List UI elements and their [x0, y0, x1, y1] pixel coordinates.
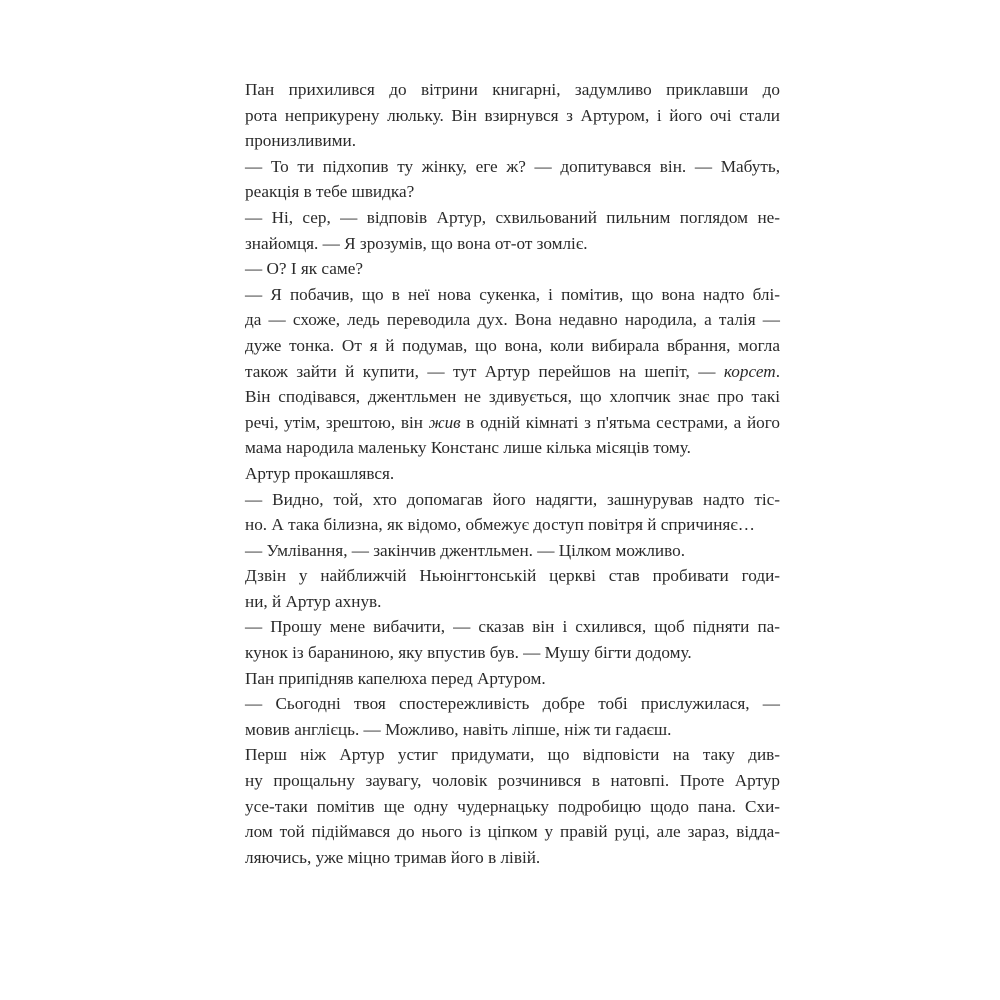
text-line: ну прощальну заувагу, чоловік розчинився в натовпі. Проте Артур — [245, 771, 780, 791]
text-line: Пан прихилився до вітрини книгарні, задумливо приклавши до — [245, 80, 780, 99]
paragraph-8 — [225, 487, 780, 538]
text-line: — Ні, сер, — відповів Артур, схвильований пильним поглядом не- — [245, 207, 780, 227]
text-segment: . — [775, 361, 780, 381]
paragraph-10 — [225, 563, 780, 614]
book-page — [225, 77, 780, 870]
paragraph-9 — [225, 538, 780, 564]
text-line: пронизливими. — [245, 131, 357, 151]
text-segment: також зайти й купити, — тут Артур перейшов на шепіт, — — [245, 361, 724, 381]
text-line: да — схоже, ледь переводила дух. Вона недавно народила, а талія — — [245, 310, 780, 330]
text-line: усе-таки помітив ще одну чудернацьку подробицю щодо пана. Схи- — [245, 796, 780, 816]
text-line: Артур прокашлявся. — [245, 463, 395, 483]
emphasis-word: корсет — [723, 361, 776, 381]
text-segment: речі, утім, зрештою, він — [245, 412, 429, 432]
paragraph-7 — [225, 461, 780, 487]
paragraph-5 — [225, 282, 780, 384]
text-segment: в одній кімнаті з п'ятьма сестрами, а його — [460, 412, 780, 432]
paragraph-2 — [225, 154, 780, 205]
text-line-with-emphasis — [225, 359, 780, 385]
text-line: рота неприкурену люльку. Він взирнувся з Артуром, і його очі стали — [245, 105, 780, 125]
text-line: — Я побачив, що в неї нова сукенка, і помітив, що вона надто блі- — [245, 284, 780, 304]
text-line: мовив англієць. — Можливо, навіть ліпше, ніж ти гадаєш. — [245, 719, 672, 739]
text-line: — Умлівання, — закінчив джентльмен. — Цілком можливо. — [245, 540, 686, 560]
text-line-with-emphasis — [225, 410, 780, 436]
text-line: ляючись, уже міцно тримав його в лівій. — [245, 847, 541, 867]
paragraph-13 — [225, 691, 780, 742]
paragraph-12 — [225, 666, 780, 692]
text-line: Дзвін у найближчій Ньюінгтонській церкві став пробивати годи- — [245, 566, 780, 586]
paragraph-1 — [225, 77, 780, 154]
text-line: но. А така білизна, як відомо, обмежує доступ повітря й спричиняє… — [245, 515, 755, 535]
paragraph-3 — [225, 205, 780, 256]
paragraph-4 — [225, 256, 780, 282]
emphasis-word: жив — [428, 412, 461, 432]
paragraph-14 — [225, 742, 780, 870]
text-line: лом той підіймався до нього із ціпком у правій руці, але зараз, відда- — [245, 822, 780, 842]
text-line: Перш ніж Артур устиг придумати, що відповісти на таку див- — [245, 745, 780, 765]
text-line: — Сьогодні твоя спостережливість добре тобі прислужилася, — — [245, 694, 780, 714]
text-line: мама народила маленьку Констанс лише кілька місяців тому. — [245, 438, 691, 458]
text-line: — То ти підхопив ту жінку, еге ж? — допитувався він. — Мабуть, — [245, 156, 780, 176]
paragraph-11 — [225, 614, 780, 665]
text-line: знайомця. — Я зрозумів, що вона от-от зомліє. — [245, 233, 588, 253]
paragraph-6 — [225, 384, 780, 461]
text-line: ни, й Артур ахнув. — [245, 591, 382, 611]
text-line: дуже тонка. От я й подумав, що вона, коли вибирала вбрання, могла — [245, 335, 780, 355]
text-line: Пан припідняв капелюха перед Артуром. — [245, 668, 546, 688]
text-line: — О? І як саме? — [245, 259, 363, 279]
text-line: кунок із бараниною, яку впустив був. — Мушу бігти додому. — [245, 643, 692, 663]
text-line: реакція в тебе швидка? — [245, 182, 415, 202]
text-line: — Видно, той, хто допомагав його надягти, зашнурував надто тіс- — [245, 489, 780, 509]
text-line: Він сподівався, джентльмен не здивується, що хлопчик знає про такі — [245, 387, 780, 407]
text-line: — Прошу мене вибачити, — сказав він і схилився, щоб підняти па- — [245, 617, 780, 637]
